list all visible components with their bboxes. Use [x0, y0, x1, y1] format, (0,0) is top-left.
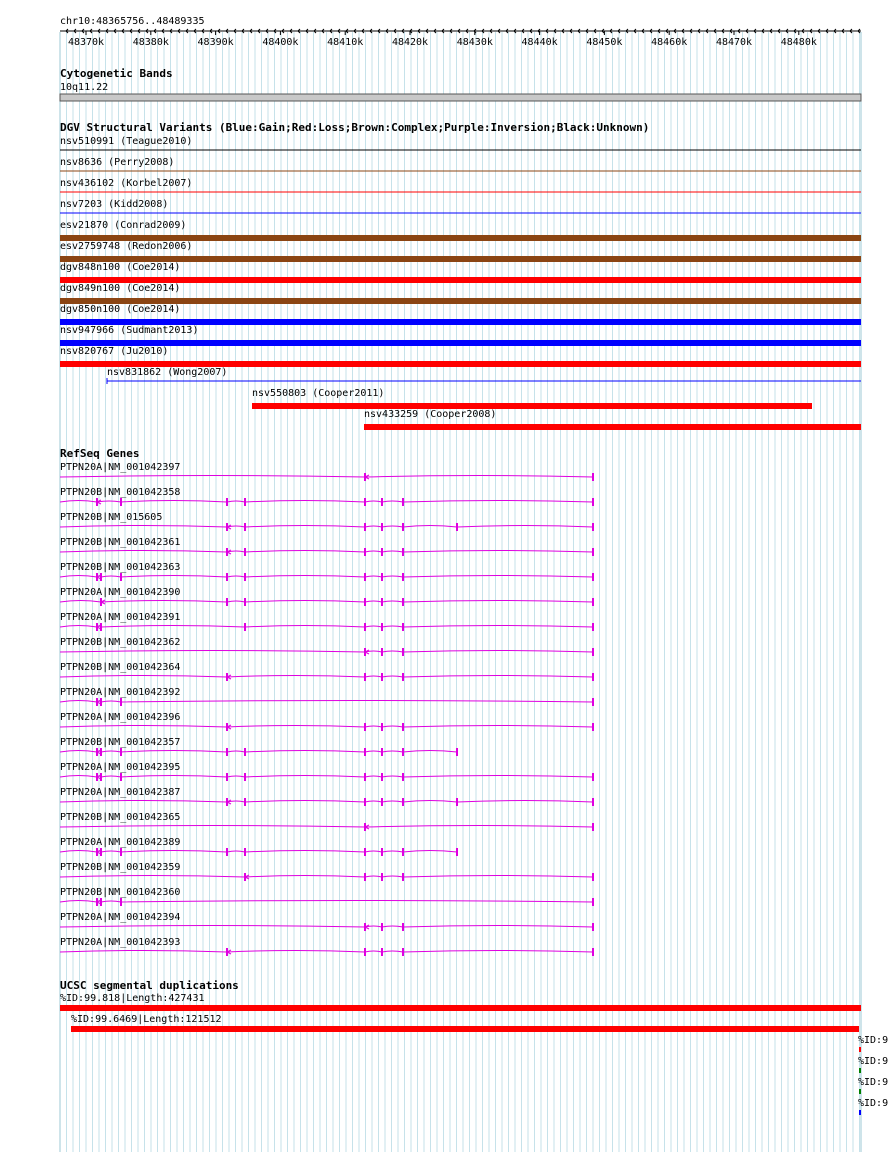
ruler-tick-label: 48400k — [262, 37, 299, 48]
ruler-tick-label: 48450k — [586, 37, 623, 48]
segdup-bar[interactable] — [859, 1047, 861, 1052]
dgv-variant-label: dgv850n100 (Coe2014) — [60, 304, 181, 315]
dgv-variant[interactable] — [60, 346, 861, 367]
refseq-gene-label: PTPN20A|NM_001042387 — [60, 787, 181, 798]
dgv-variant-bar[interactable] — [252, 403, 812, 409]
dgv-variant[interactable] — [60, 199, 861, 213]
ruler-tick-label: 48470k — [715, 37, 753, 48]
refseq-gene-label: PTPN20A|NM_001042392 — [60, 687, 181, 698]
dgv-variant-label: nsv510991 (Teague2010) — [60, 136, 193, 147]
segdup-bar[interactable] — [71, 1026, 859, 1032]
dgv-variant-label: dgv849n100 (Coe2014) — [60, 283, 181, 294]
dgv-variant-label: nsv947966 (Sudmant2013) — [60, 325, 199, 336]
dgv-variant[interactable] — [60, 157, 861, 171]
segdup-label: %ID:9 — [858, 1077, 889, 1088]
ruler-tick-label: 48390k — [197, 37, 234, 48]
dgv-variant[interactable] — [60, 283, 861, 304]
coordinate-ruler — [60, 16, 861, 48]
ruler-ticks — [68, 31, 817, 48]
refseq-gene-label: PTPN20B|NM_015605 — [60, 512, 163, 523]
ruler-tick-label: 48440k — [521, 37, 558, 48]
segdup-label: %ID:9 — [858, 1056, 889, 1067]
refseq-gene-label: PTPN20B|NM_001042361 — [60, 537, 181, 548]
ruler-tick-label: 48380k — [132, 37, 169, 48]
refseq-gene-label: PTPN20B|NM_001042362 — [60, 637, 181, 648]
refseq-gene-label: PTPN20A|NM_001042395 — [60, 762, 181, 773]
refseq-gene-label: PTPN20A|NM_001042393 — [60, 937, 181, 948]
dgv-variant-label: esv2759748 (Redon2006) — [60, 241, 193, 252]
dgv-variant[interactable] — [60, 178, 861, 192]
ruler-tick-label: 48460k — [651, 37, 688, 48]
dgv-variant[interactable] — [252, 388, 812, 409]
refseq-gene-label: PTPN20B|NM_001042363 — [60, 562, 181, 573]
refseq-gene-label: PTPN20A|NM_001042397 — [60, 462, 181, 473]
ruler-tick-label: 48430k — [456, 37, 493, 48]
dgv-track-title: DGV Structural Variants (Blue:Gain;Red:Loss;Brown:Complex;Purple:Inversion;Black:Unknown) — [60, 121, 650, 134]
refseq-gene-label: PTPN20A|NM_001042396 — [60, 712, 181, 723]
dgv-variant[interactable] — [60, 262, 861, 283]
segdup-label: %ID:9 — [858, 1098, 889, 1109]
segdup-bar[interactable] — [859, 1110, 861, 1115]
segdup-item[interactable] — [71, 1014, 859, 1032]
segdup-item[interactable] — [60, 993, 861, 1011]
segdup-item[interactable] — [858, 1098, 888, 1115]
dgv-variant-label: nsv831862 (Wong2007) — [107, 367, 228, 378]
refseq-gene[interactable] — [60, 837, 457, 856]
region-label: chr10:48365756..48489335 — [60, 16, 205, 27]
segdup-bar[interactable] — [859, 1068, 861, 1073]
refseq-gene-label: PTPN20B|NM_001042359 — [60, 862, 181, 873]
segdup-item[interactable] — [858, 1035, 888, 1052]
refseq-gene[interactable] — [60, 737, 457, 756]
ruler-tick-label: 48480k — [780, 37, 817, 48]
dgv-variant[interactable] — [60, 220, 861, 241]
cytoband-bar[interactable] — [60, 94, 861, 101]
refseq-gene-label: PTPN20A|NM_001042391 — [60, 612, 181, 623]
cytogenetic-bands-track[interactable] — [60, 67, 861, 101]
refseq-gene-label: PTPN20B|NM_001042360 — [60, 887, 181, 898]
segdup-bar[interactable] — [859, 1089, 861, 1094]
dgv-variant[interactable] — [60, 304, 861, 325]
refseq-gene-label: PTPN20B|NM_001042358 — [60, 487, 181, 498]
refseq-gene-label: PTPN20B|NM_001042364 — [60, 662, 181, 673]
dgv-variant-label: nsv433259 (Cooper2008) — [364, 409, 497, 420]
dgv-variant-bar[interactable] — [60, 340, 861, 346]
dgv-variant-label: dgv848n100 (Coe2014) — [60, 262, 181, 273]
ruler-tick-label: 48410k — [327, 37, 364, 48]
segdup-track-title: UCSC segmental duplications — [60, 979, 239, 992]
refseq-gene-label: PTPN20B|NM_001042365 — [60, 812, 181, 823]
dgv-variant-label: esv21870 (Conrad2009) — [60, 220, 187, 231]
dgv-variant[interactable] — [60, 241, 861, 262]
dgv-variant[interactable] — [60, 136, 861, 150]
refseq-gene-label: PTPN20A|NM_001042394 — [60, 912, 181, 923]
segdup-item[interactable] — [858, 1077, 888, 1094]
segdup-item[interactable] — [858, 1056, 888, 1073]
cytoband-label: 10q11.22 — [60, 82, 109, 93]
ruler-tick-label: 48420k — [391, 37, 429, 48]
ruler-tick-label: 48370k — [67, 37, 105, 48]
dgv-variant-label: nsv820767 (Ju2010) — [60, 346, 169, 357]
refseq-gene-label: PTPN20A|NM_001042390 — [60, 587, 181, 598]
segdup-label: %ID:99.6469|Length:121512 — [71, 1014, 222, 1025]
dgv-variant-bar[interactable] — [364, 424, 861, 430]
segdup-label: %ID:99.818|Length:427431 — [60, 993, 205, 1004]
dgv-variant-label: nsv8636 (Perry2008) — [60, 157, 175, 168]
refseq-gene-label: PTPN20B|NM_001042357 — [60, 737, 181, 748]
refseq-gene-label: PTPN20A|NM_001042389 — [60, 837, 181, 848]
dgv-variant[interactable] — [107, 367, 861, 384]
cytogenetic-bands-title: Cytogenetic Bands — [60, 67, 173, 80]
refseq-intron-line — [60, 851, 457, 853]
dgv-variant-label: nsv436102 (Korbel2007) — [60, 178, 193, 189]
refseq-track-title: RefSeq Genes — [60, 447, 140, 460]
dgv-variant-label: nsv550803 (Cooper2011) — [252, 388, 385, 399]
segmental-duplications-track — [60, 979, 888, 1115]
refseq-intron-line — [60, 751, 457, 753]
segdup-label: %ID:9 — [858, 1035, 889, 1046]
dgv-structural-variants-track — [60, 121, 861, 430]
dgv-variant-label: nsv7203 (Kidd2008) — [60, 199, 169, 210]
segdup-bar[interactable] — [60, 1005, 861, 1011]
dgv-variant[interactable] — [60, 325, 861, 346]
